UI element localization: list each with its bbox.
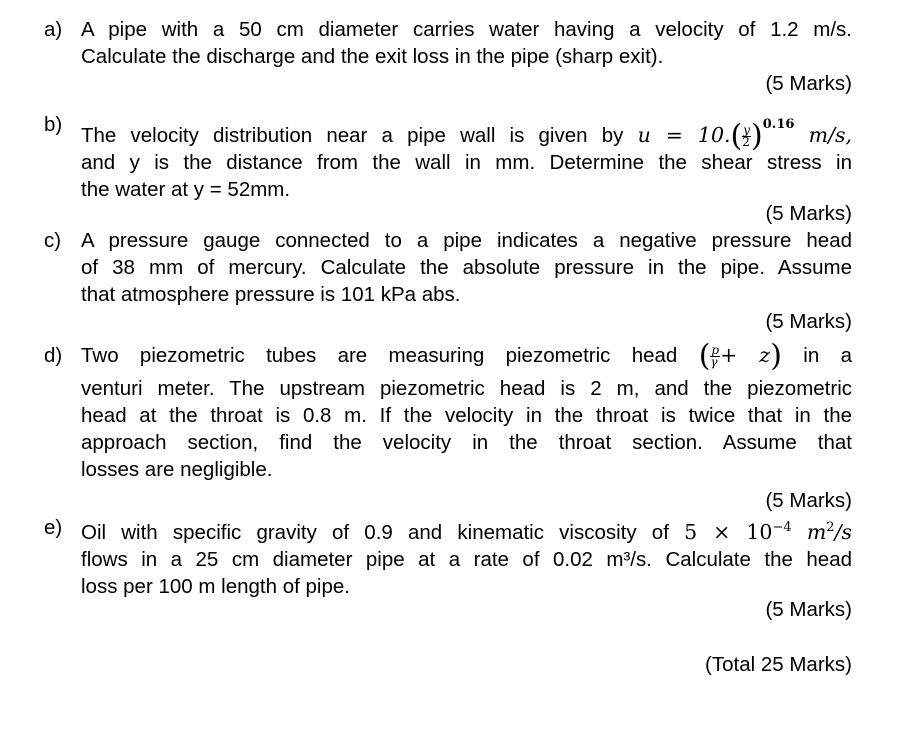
question-text: A pressure gauge connected to a pipe indicates a negative pressure head	[81, 229, 852, 252]
total-marks: (Total 25 Marks)	[705, 653, 852, 676]
question-text: Oil with specific gravity of 0.9 and kinematic viscosity of	[81, 520, 669, 544]
question-label: a)	[44, 18, 63, 41]
question-label: c)	[44, 229, 62, 252]
marks-label: (5 Marks)	[765, 598, 852, 621]
question-text: venturi meter. The upstream piezometric head is 2 m, and the piezometric	[81, 377, 852, 400]
question-label: d)	[44, 344, 63, 367]
marks-label: (5 Marks)	[765, 489, 852, 512]
question-text: Calculate the discharge and the exit loss in the pipe (sharp exit).	[81, 45, 664, 68]
question-e	[44, 514, 852, 600]
piezometric-head-equation: ( $\frac{p}{\gamma}$ + z)	[698, 338, 782, 374]
velocity-equation: u = 10.( $\frac{y}{2}$ )$^{0.16}$ m/s,	[637, 117, 853, 154]
question-d	[44, 338, 852, 483]
question-text: A pipe with a 50 cm diameter carries water having a velocity of 1.2 m/s.	[81, 18, 852, 41]
question-c	[44, 227, 852, 308]
marks-label: (5 Marks)	[765, 202, 852, 225]
marks-label: (5 Marks)	[765, 310, 852, 333]
question-text: approach section, find the velocity in the throat section. Assume that	[81, 431, 852, 454]
question-label: b)	[44, 113, 63, 136]
question-text: losses are negligible.	[81, 458, 273, 481]
question-text: flows in a 25 cm diameter pipe at a rate of 0.02 m³/s. Calculate the head	[81, 547, 852, 571]
viscosity-equation: $5 \times 10^{-4}$ $m^2/s$	[684, 519, 853, 544]
question-text: in a	[803, 344, 852, 367]
question-text: that atmosphere pressure is 101 kPa abs.	[81, 283, 461, 306]
question-text: Two piezometric tubes are measuring piezometric head	[81, 344, 678, 367]
question-equation-line	[81, 111, 853, 154]
question-text: and y is the distance from the wall in mm. Determine the shear stress in	[81, 151, 852, 174]
question-text: The velocity distribution near a pipe wall is given by	[81, 124, 624, 147]
question-label: e)	[44, 516, 63, 539]
question-a	[44, 16, 852, 70]
question-text: of 38 mm of mercury. Calculate the absolute pressure in the pipe. Assume	[81, 256, 852, 279]
marks-label: (5 Marks)	[765, 72, 852, 95]
question-equation-line	[81, 514, 852, 546]
question-text: loss per 100 m length of pipe.	[81, 574, 350, 598]
question-b	[44, 111, 852, 203]
question-equation-line	[81, 338, 852, 374]
question-text: head at the throat is 0.8 m. If the velocity in the throat is twice that in the	[81, 404, 852, 427]
question-text: the water at y = 52mm.	[81, 178, 291, 201]
